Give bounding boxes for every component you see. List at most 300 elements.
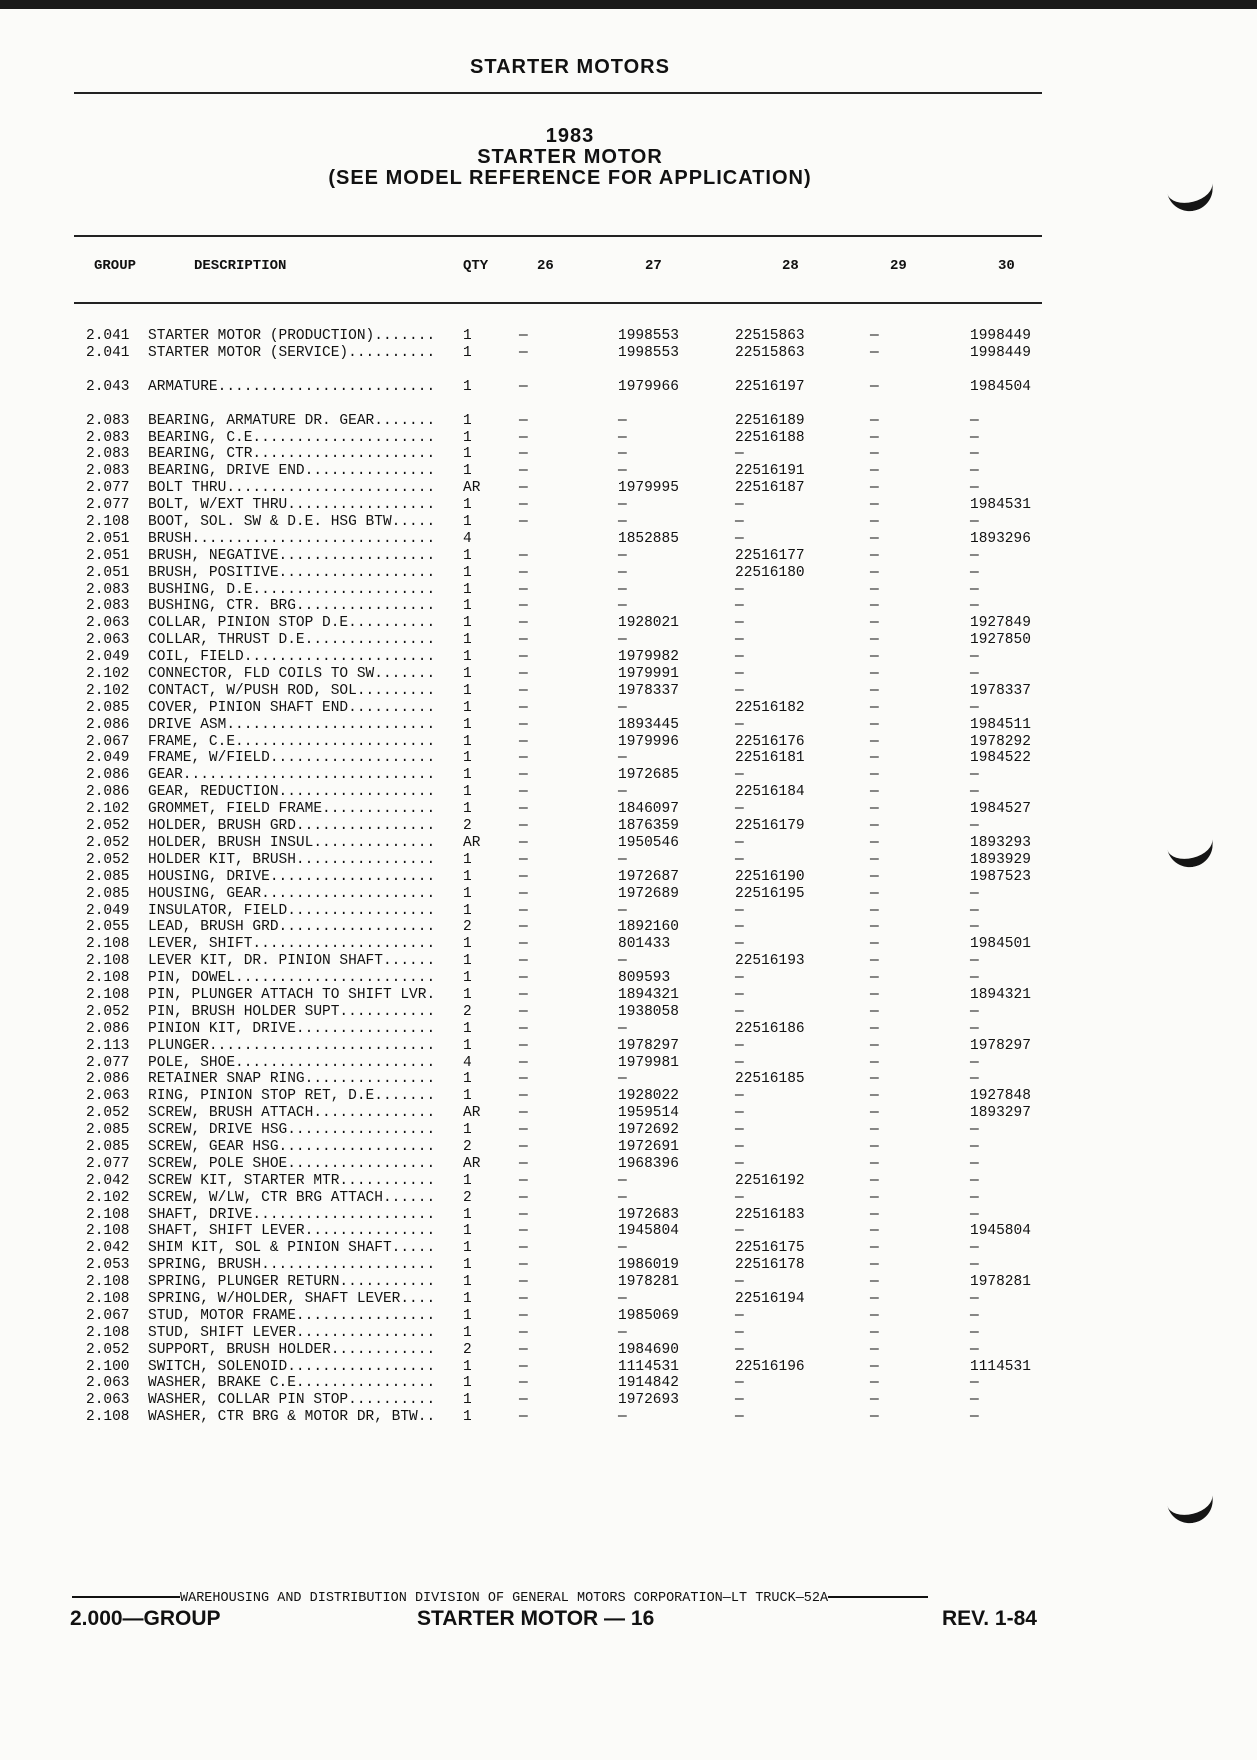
qty-cell: 1 (463, 581, 472, 598)
group-cell: 2.052 (86, 851, 130, 868)
qty-cell: 1 (463, 1240, 472, 1257)
col-29-cell: — (870, 530, 879, 547)
group-cell: 2.108 (86, 1274, 130, 1291)
description-cell: WASHER, COLLAR PIN STOP.......... (148, 1392, 436, 1409)
col-27-cell: — (618, 1189, 627, 1206)
col-29-cell: — (870, 953, 879, 970)
qty-cell: 1 (463, 1088, 472, 1105)
col-27-cell: 1928021 (618, 615, 679, 632)
col-30-cell: — (970, 446, 979, 463)
col-27-cell: — (618, 497, 627, 514)
col-27-cell: 1959514 (618, 1105, 679, 1122)
col-28-cell: — (735, 1274, 744, 1291)
qty-cell: 1 (463, 497, 472, 514)
col-26-cell: — (519, 344, 528, 361)
description-cell: STUD, SHIFT LEVER................ (148, 1324, 436, 1341)
col-28-cell: 22515863 (735, 328, 805, 344)
header-26: 26 (537, 258, 554, 274)
col-29-cell: — (870, 1071, 879, 1088)
col-28-cell: — (735, 581, 744, 598)
col-27-cell: — (618, 514, 627, 531)
col-30-cell: — (970, 480, 979, 497)
col-28-cell: — (735, 1054, 744, 1071)
col-27-cell: 1998553 (618, 328, 679, 344)
description-cell: WASHER, BRAKE C.E................ (148, 1375, 436, 1392)
header-30: 30 (998, 258, 1015, 274)
col-30-cell: — (970, 1020, 979, 1037)
col-26-cell: — (519, 615, 528, 632)
group-cell: 2.063 (86, 1375, 130, 1392)
col-26-cell: — (519, 598, 528, 615)
col-27-cell: 1978337 (618, 682, 679, 699)
table-row (0, 548, 1257, 565)
col-29-cell: — (870, 564, 879, 581)
col-30-cell: — (970, 970, 979, 987)
col-30-cell: — (970, 885, 979, 902)
description-cell: PIN, DOWEL....................... (148, 970, 436, 987)
col-26-cell: — (519, 1324, 528, 1341)
table-row (0, 1409, 1257, 1426)
col-26-cell: — (519, 1071, 528, 1088)
col-28-cell: 22516196 (735, 1358, 805, 1375)
col-27-cell: 1938058 (618, 1003, 679, 1020)
description-cell: SHAFT, SHIFT LEVER............... (148, 1223, 436, 1240)
description-cell: RETAINER SNAP RING............... (148, 1071, 436, 1088)
table-row (0, 1071, 1257, 1088)
group-cell: 2.083 (86, 429, 130, 446)
col-29-cell: — (870, 902, 879, 919)
col-30-cell: — (970, 1375, 979, 1392)
table-row (0, 1088, 1257, 1105)
col-30-cell: — (970, 581, 979, 598)
col-29-cell: — (870, 328, 879, 344)
description-cell: SCREW, DRIVE HSG................. (148, 1122, 436, 1139)
qty-cell: 1 (463, 750, 472, 767)
qty-cell: 1 (463, 767, 472, 784)
col-28-cell: 22516190 (735, 868, 805, 885)
group-cell: 2.042 (86, 1172, 130, 1189)
table-row (0, 649, 1257, 666)
qty-cell: 1 (463, 1223, 472, 1240)
col-26-cell: — (519, 885, 528, 902)
group-cell: 2.108 (86, 1290, 130, 1307)
col-28-cell: — (735, 1138, 744, 1155)
col-27-cell: — (618, 750, 627, 767)
table-row (0, 1207, 1257, 1224)
table-row (0, 1139, 1257, 1156)
table-row (0, 683, 1257, 700)
col-27-cell: — (618, 547, 627, 564)
table-row (0, 767, 1257, 784)
qty-cell: 1 (463, 733, 472, 750)
table-row (0, 734, 1257, 751)
col-29-cell: — (870, 1172, 879, 1189)
col-27-cell: 1892160 (618, 919, 679, 936)
col-29-cell: — (870, 1020, 879, 1037)
col-27-cell: 1876359 (618, 818, 679, 835)
col-30-cell: 1984504 (970, 378, 1031, 395)
group-cell: 2.085 (86, 699, 130, 716)
table-row (0, 903, 1257, 920)
col-27-cell: — (618, 581, 627, 598)
col-30-cell: 1945804 (970, 1223, 1031, 1240)
col-26-cell: — (519, 1155, 528, 1172)
col-30-cell: — (970, 1172, 979, 1189)
col-29-cell: — (870, 598, 879, 615)
binder-hole-bottom (1164, 1483, 1217, 1528)
col-27-cell: — (618, 784, 627, 801)
col-28-cell: 22516180 (735, 564, 805, 581)
table-row (0, 379, 1257, 396)
col-26-cell: — (519, 1189, 528, 1206)
col-29-cell: — (870, 1223, 879, 1240)
table-row (0, 750, 1257, 767)
col-28-cell: 22516189 (735, 412, 805, 429)
table-row (0, 328, 1257, 345)
col-30-cell: 1984501 (970, 936, 1031, 953)
col-30-cell: — (970, 429, 979, 446)
col-30-cell: 1894321 (970, 986, 1031, 1003)
col-30-cell: 1893293 (970, 834, 1031, 851)
qty-cell: AR (463, 480, 481, 497)
description-cell: PINION KIT, DRIVE................ (148, 1020, 436, 1037)
header-description: DESCRIPTION (194, 258, 287, 274)
table-row (0, 1173, 1257, 1190)
table-row (0, 886, 1257, 903)
description-cell: SPRING, PLUNGER RETURN........... (148, 1274, 436, 1291)
table-row (0, 700, 1257, 717)
col-30-cell: — (970, 784, 979, 801)
rule-top (74, 92, 1042, 94)
col-28-cell: 22516182 (735, 699, 805, 716)
col-28-cell: — (735, 1122, 744, 1139)
table-row (0, 1021, 1257, 1038)
footer-page-center: STARTER MOTOR — 16 (417, 1607, 655, 1630)
section-title: STARTER MOTORS (470, 56, 670, 78)
col-29-cell: — (870, 1189, 879, 1206)
col-28-cell: 22516176 (735, 733, 805, 750)
col-29-cell: — (870, 1105, 879, 1122)
col-30-cell: — (970, 953, 979, 970)
col-30-cell: — (970, 1307, 979, 1324)
group-cell: 2.042 (86, 1240, 130, 1257)
table-row (0, 1004, 1257, 1021)
col-26-cell: — (519, 1122, 528, 1139)
col-29-cell: — (870, 1290, 879, 1307)
col-27-cell: 1972683 (618, 1206, 679, 1223)
description-cell: SHIM KIT, SOL & PINION SHAFT..... (148, 1240, 436, 1257)
col-27-cell: 1945804 (618, 1223, 679, 1240)
col-28-cell: — (735, 1307, 744, 1324)
qty-cell: 1 (463, 547, 472, 564)
qty-cell: AR (463, 1105, 481, 1122)
description-cell: BRUSH, POSITIVE.................. (148, 564, 436, 581)
group-cell: 2.063 (86, 1392, 130, 1409)
col-26-cell: — (519, 666, 528, 683)
col-28-cell: — (735, 530, 744, 547)
description-cell: HOUSING, DRIVE................... (148, 868, 436, 885)
table-row (0, 345, 1257, 362)
col-28-cell: 22516177 (735, 547, 805, 564)
group-cell: 2.083 (86, 598, 130, 615)
col-27-cell: 1972692 (618, 1122, 679, 1139)
table-row (0, 1122, 1257, 1139)
col-30-cell: — (970, 818, 979, 835)
col-28-cell: — (735, 649, 744, 666)
group-cell: 2.083 (86, 581, 130, 598)
table-row (0, 666, 1257, 683)
qty-cell: 1 (463, 1409, 472, 1426)
col-29-cell: — (870, 1206, 879, 1223)
col-30-cell: 1114531 (970, 1358, 1031, 1375)
group-cell: 2.052 (86, 818, 130, 835)
col-29-cell: — (870, 344, 879, 361)
group-cell: 2.085 (86, 1122, 130, 1139)
col-26-cell: — (519, 868, 528, 885)
binder-hole-top (1164, 171, 1217, 216)
col-27-cell: 1968396 (618, 1155, 679, 1172)
col-27-cell: 1852885 (618, 530, 679, 547)
col-26-cell: — (519, 1257, 528, 1274)
col-29-cell: — (870, 885, 879, 902)
description-cell: GEAR, REDUCTION.................. (148, 784, 436, 801)
description-cell: POLE, SHOE....................... (148, 1054, 436, 1071)
col-29-cell: — (870, 429, 879, 446)
qty-cell: 1 (463, 851, 472, 868)
col-28-cell: 22516195 (735, 885, 805, 902)
col-29-cell: — (870, 818, 879, 835)
col-29-cell: — (870, 767, 879, 784)
qty-cell: 1 (463, 615, 472, 632)
col-27-cell: 1914842 (618, 1375, 679, 1392)
description-cell: LEVER KIT, DR. PINION SHAFT...... (148, 953, 436, 970)
group-cell: 2.086 (86, 784, 130, 801)
col-26-cell: — (519, 1240, 528, 1257)
table-row (0, 1359, 1257, 1376)
col-26-cell: — (519, 818, 528, 835)
group-cell: 2.041 (86, 328, 130, 344)
col-28-cell: 22516185 (735, 1071, 805, 1088)
qty-cell: 1 (463, 1020, 472, 1037)
col-26-cell: — (519, 834, 528, 851)
col-30-cell: — (970, 1341, 979, 1358)
col-27-cell: 1979996 (618, 733, 679, 750)
col-29-cell: — (870, 1409, 879, 1426)
col-30-cell: — (970, 1003, 979, 1020)
table-row (0, 818, 1257, 835)
col-29-cell: — (870, 834, 879, 851)
qty-cell: 1 (463, 1071, 472, 1088)
qty-cell: 1 (463, 801, 472, 818)
col-28-cell: — (735, 1003, 744, 1020)
group-cell: 2.049 (86, 902, 130, 919)
table-row (0, 430, 1257, 447)
description-cell: GEAR............................. (148, 767, 436, 784)
col-27-cell: — (618, 463, 627, 480)
group-cell: 2.108 (86, 986, 130, 1003)
qty-cell: 1 (463, 1290, 472, 1307)
qty-cell: 1 (463, 1375, 472, 1392)
col-27-cell: — (618, 412, 627, 429)
col-27-cell: 1984690 (618, 1341, 679, 1358)
description-cell: BOLT, W/EXT THRU................. (148, 497, 436, 514)
col-27-cell: — (618, 429, 627, 446)
col-26-cell: — (519, 1105, 528, 1122)
col-28-cell: — (735, 801, 744, 818)
table-row (0, 970, 1257, 987)
col-26-cell: — (519, 632, 528, 649)
qty-cell: 1 (463, 328, 472, 344)
col-26-cell: — (519, 564, 528, 581)
col-29-cell: — (870, 547, 879, 564)
col-29-cell: — (870, 649, 879, 666)
col-30-cell: 1927849 (970, 615, 1031, 632)
col-27-cell: 1979982 (618, 649, 679, 666)
header-group: GROUP (94, 258, 137, 274)
header-29: 29 (890, 258, 907, 274)
rule-header-bottom (74, 302, 1042, 304)
group-cell: 2.063 (86, 1088, 130, 1105)
description-cell: HOLDER, BRUSH INSUL.............. (148, 834, 436, 851)
description-cell: SCREW, GEAR HSG.................. (148, 1138, 436, 1155)
table-row (0, 919, 1257, 936)
group-cell: 2.067 (86, 1307, 130, 1324)
group-cell: 2.052 (86, 834, 130, 851)
col-28-cell: — (735, 851, 744, 868)
col-27-cell: — (618, 1290, 627, 1307)
group-cell: 2.083 (86, 446, 130, 463)
col-28-cell: — (735, 1105, 744, 1122)
col-26-cell: — (519, 463, 528, 480)
table-row (0, 1325, 1257, 1342)
description-cell: SWITCH, SOLENOID................. (148, 1358, 436, 1375)
header-qty: QTY (463, 258, 489, 274)
col-27-cell: 1979991 (618, 666, 679, 683)
col-29-cell: — (870, 378, 879, 395)
col-26-cell: — (519, 733, 528, 750)
col-30-cell: 1893297 (970, 1105, 1031, 1122)
col-27-cell: — (618, 1071, 627, 1088)
col-29-cell: — (870, 1307, 879, 1324)
col-30-cell: — (970, 1054, 979, 1071)
table-row (0, 582, 1257, 599)
group-cell: 2.083 (86, 412, 130, 429)
col-29-cell: — (870, 1240, 879, 1257)
qty-cell: 1 (463, 514, 472, 531)
description-cell: COLLAR, PINION STOP D.E.......... (148, 615, 436, 632)
col-30-cell: 1893296 (970, 530, 1031, 547)
group-cell: 2.051 (86, 564, 130, 581)
table-row (0, 1105, 1257, 1122)
table-row (0, 1190, 1257, 1207)
col-29-cell: — (870, 514, 879, 531)
col-29-cell: — (870, 632, 879, 649)
col-30-cell: — (970, 1206, 979, 1223)
col-28-cell: 22516186 (735, 1020, 805, 1037)
col-28-cell: — (735, 970, 744, 987)
col-30-cell: — (970, 1138, 979, 1155)
col-26-cell: — (519, 378, 528, 395)
qty-cell: 1 (463, 1037, 472, 1054)
qty-cell: 1 (463, 970, 472, 987)
group-cell: 2.051 (86, 530, 130, 547)
qty-cell: 1 (463, 885, 472, 902)
col-26-cell: — (519, 547, 528, 564)
col-27-cell: — (618, 564, 627, 581)
col-28-cell: 22516188 (735, 429, 805, 446)
group-cell: 2.086 (86, 767, 130, 784)
col-30-cell: — (970, 1392, 979, 1409)
col-28-cell: — (735, 986, 744, 1003)
col-30-cell: — (970, 919, 979, 936)
col-30-cell: — (970, 902, 979, 919)
col-28-cell: — (735, 1189, 744, 1206)
qty-cell: 1 (463, 936, 472, 953)
description-cell: CONNECTOR, FLD COILS TO SW....... (148, 666, 436, 683)
col-30-cell: — (970, 699, 979, 716)
col-30-cell: 1998449 (970, 328, 1031, 344)
col-26-cell: — (519, 716, 528, 733)
col-29-cell: — (870, 1257, 879, 1274)
col-30-cell: 1984511 (970, 716, 1031, 733)
table-row (0, 446, 1257, 463)
group-cell: 2.085 (86, 885, 130, 902)
group-cell: 2.051 (86, 547, 130, 564)
col-29-cell: — (870, 750, 879, 767)
qty-cell: 1 (463, 429, 472, 446)
description-cell: BUSHING, CTR. BRG................ (148, 598, 436, 615)
col-28-cell: 22516179 (735, 818, 805, 835)
qty-cell: 1 (463, 1392, 472, 1409)
table-row (0, 598, 1257, 615)
qty-cell: 1 (463, 1122, 472, 1139)
description-cell: COLLAR, THRUST D.E............... (148, 632, 436, 649)
qty-cell: 2 (463, 1003, 472, 1020)
table-row (0, 531, 1257, 548)
col-28-cell: 22516187 (735, 480, 805, 497)
col-26-cell: — (519, 497, 528, 514)
col-30-cell: — (970, 547, 979, 564)
qty-cell: 1 (463, 1324, 472, 1341)
description-cell: BRUSH............................ (148, 530, 436, 547)
qty-cell: 4 (463, 530, 472, 547)
col-29-cell: — (870, 1392, 879, 1409)
table-row (0, 1223, 1257, 1240)
col-29-cell: — (870, 1054, 879, 1071)
col-30-cell: — (970, 1189, 979, 1206)
table-row (0, 480, 1257, 497)
col-30-cell: — (970, 649, 979, 666)
col-29-cell: — (870, 936, 879, 953)
qty-cell: 1 (463, 682, 472, 699)
col-28-cell: — (735, 514, 744, 531)
col-30-cell: — (970, 1240, 979, 1257)
qty-cell: 1 (463, 598, 472, 615)
qty-cell: 1 (463, 699, 472, 716)
col-28-cell: — (735, 1223, 744, 1240)
table-row (0, 784, 1257, 801)
footer-division: WAREHOUSING AND DISTRIBUTION DIVISION OF GENERAL MOTORS CORPORATION—LT TRUCK—52A (180, 1591, 829, 1606)
col-28-cell: — (735, 1037, 744, 1054)
group-cell: 2.108 (86, 514, 130, 531)
table-row (0, 1342, 1257, 1359)
col-26-cell: — (519, 1037, 528, 1054)
col-28-cell: — (735, 902, 744, 919)
col-26-cell: — (519, 480, 528, 497)
col-29-cell: — (870, 733, 879, 750)
col-28-cell: — (735, 598, 744, 615)
description-cell: WASHER, CTR BRG & MOTOR DR, BTW.. (148, 1409, 436, 1426)
